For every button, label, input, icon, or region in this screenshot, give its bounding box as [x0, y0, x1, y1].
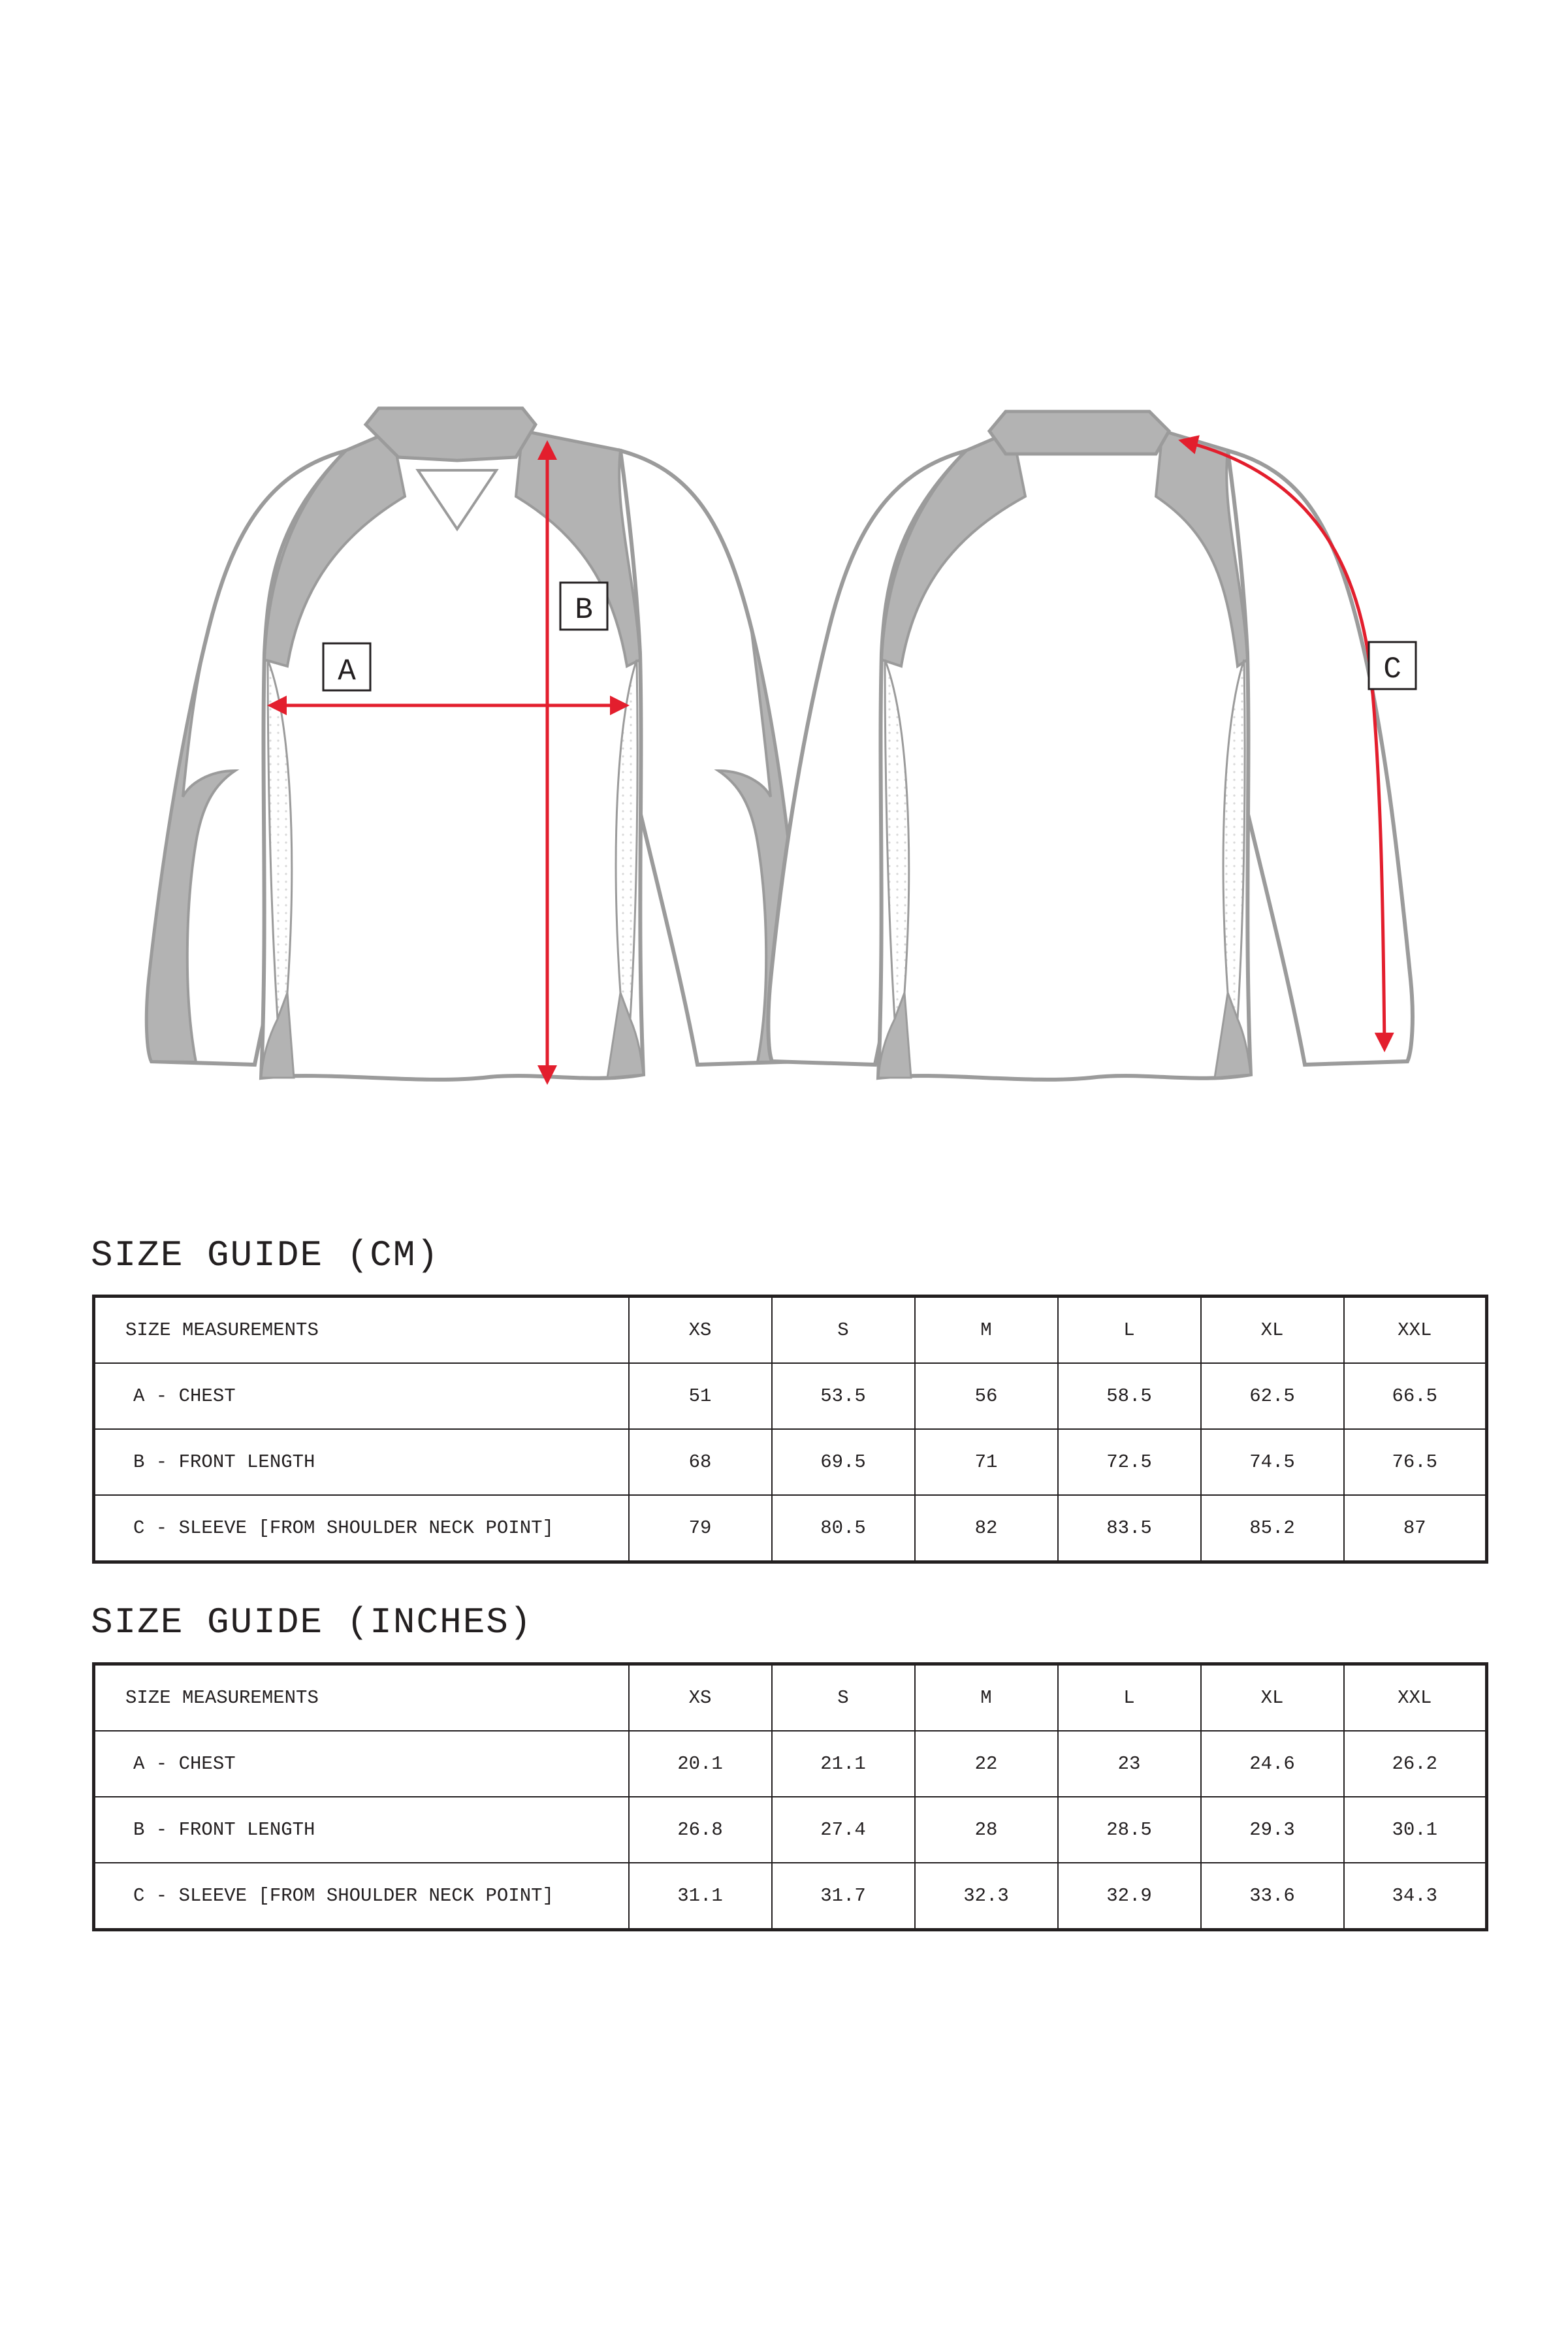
table-cell: 80.5 — [772, 1495, 915, 1562]
table-cell: 69.5 — [772, 1429, 915, 1495]
label-a-text: A — [338, 654, 356, 688]
table-cell: 87 — [1344, 1495, 1487, 1562]
row-label: A - CHEST — [94, 1363, 629, 1429]
table-cell: 66.5 — [1344, 1363, 1487, 1429]
table-cell: 83.5 — [1058, 1495, 1201, 1562]
table-row — [94, 1495, 1487, 1562]
table-cell: 29.3 — [1201, 1797, 1344, 1863]
row-label: B - FRONT LENGTH — [94, 1797, 629, 1863]
back-view — [768, 411, 1413, 1080]
table-cell: 22 — [915, 1731, 1058, 1797]
table-header-row — [94, 1297, 1487, 1364]
table-cell: 32.3 — [915, 1863, 1058, 1930]
row-label: C - SLEEVE [FROM SHOULDER NECK POINT] — [94, 1863, 629, 1930]
header-cell: M — [915, 1664, 1058, 1732]
table-cell: 31.1 — [629, 1863, 772, 1930]
front-view — [147, 408, 805, 1080]
table-row — [94, 1863, 1487, 1930]
header-cell: M — [915, 1297, 1058, 1364]
label-a — [323, 643, 370, 690]
size-guide-inches-title: SIZE GUIDE (INCHES) — [91, 1602, 533, 1643]
table-cell: 28 — [915, 1797, 1058, 1863]
table-cell: 74.5 — [1201, 1429, 1344, 1495]
header-cell: L — [1058, 1664, 1201, 1732]
table-cell: 79 — [629, 1495, 772, 1562]
table-cell: 76.5 — [1344, 1429, 1487, 1495]
table-cell: 31.7 — [772, 1863, 915, 1930]
table-cell: 58.5 — [1058, 1363, 1201, 1429]
back-collar — [989, 411, 1169, 454]
table-cell: 24.6 — [1201, 1731, 1344, 1797]
table-cell: 28.5 — [1058, 1797, 1201, 1863]
row-label: B - FRONT LENGTH — [94, 1429, 629, 1495]
table-row — [94, 1429, 1487, 1495]
header-cell: XS — [629, 1664, 772, 1732]
table-cell: 62.5 — [1201, 1363, 1344, 1429]
table-cell: 53.5 — [772, 1363, 915, 1429]
table-cell: 23 — [1058, 1731, 1201, 1797]
table-row — [94, 1797, 1487, 1863]
table-cell: 71 — [915, 1429, 1058, 1495]
size-guide-cm-table — [92, 1295, 1488, 1564]
table-cell: 21.1 — [772, 1731, 915, 1797]
header-cell: SIZE MEASUREMENTS — [94, 1664, 629, 1732]
table-cell: 82 — [915, 1495, 1058, 1562]
table-cell: 32.9 — [1058, 1863, 1201, 1930]
table-cell: 85.2 — [1201, 1495, 1344, 1562]
header-cell: L — [1058, 1297, 1201, 1364]
table-cell: 34.3 — [1344, 1863, 1487, 1930]
header-cell: XL — [1201, 1297, 1344, 1364]
table-cell: 27.4 — [772, 1797, 915, 1863]
label-c-text: C — [1383, 652, 1401, 686]
table-cell: 68 — [629, 1429, 772, 1495]
label-c — [1369, 642, 1416, 689]
label-b — [560, 583, 607, 630]
header-cell: S — [772, 1297, 915, 1364]
table-cell: 26.8 — [629, 1797, 772, 1863]
header-cell: XXL — [1344, 1664, 1487, 1732]
label-b-text: B — [575, 593, 593, 627]
table-row — [94, 1363, 1487, 1429]
header-cell: S — [772, 1664, 915, 1732]
table-cell: 20.1 — [629, 1731, 772, 1797]
header-cell: SIZE MEASUREMENTS — [94, 1297, 629, 1364]
header-cell: XL — [1201, 1664, 1344, 1732]
size-guide-cm-title: SIZE GUIDE (CM) — [91, 1234, 440, 1276]
row-label: C - SLEEVE [FROM SHOULDER NECK POINT] — [94, 1495, 629, 1562]
table-header-row — [94, 1664, 1487, 1732]
table-cell: 26.2 — [1344, 1731, 1487, 1797]
table-row — [94, 1731, 1487, 1797]
table-cell: 33.6 — [1201, 1863, 1344, 1930]
header-cell: XXL — [1344, 1297, 1487, 1364]
header-cell: XS — [629, 1297, 772, 1364]
size-guide-inches-table — [92, 1662, 1488, 1931]
table-cell: 72.5 — [1058, 1429, 1201, 1495]
table-cell: 51 — [629, 1363, 772, 1429]
table-cell: 56 — [915, 1363, 1058, 1429]
row-label: A - CHEST — [94, 1731, 629, 1797]
table-cell: 30.1 — [1344, 1797, 1487, 1863]
